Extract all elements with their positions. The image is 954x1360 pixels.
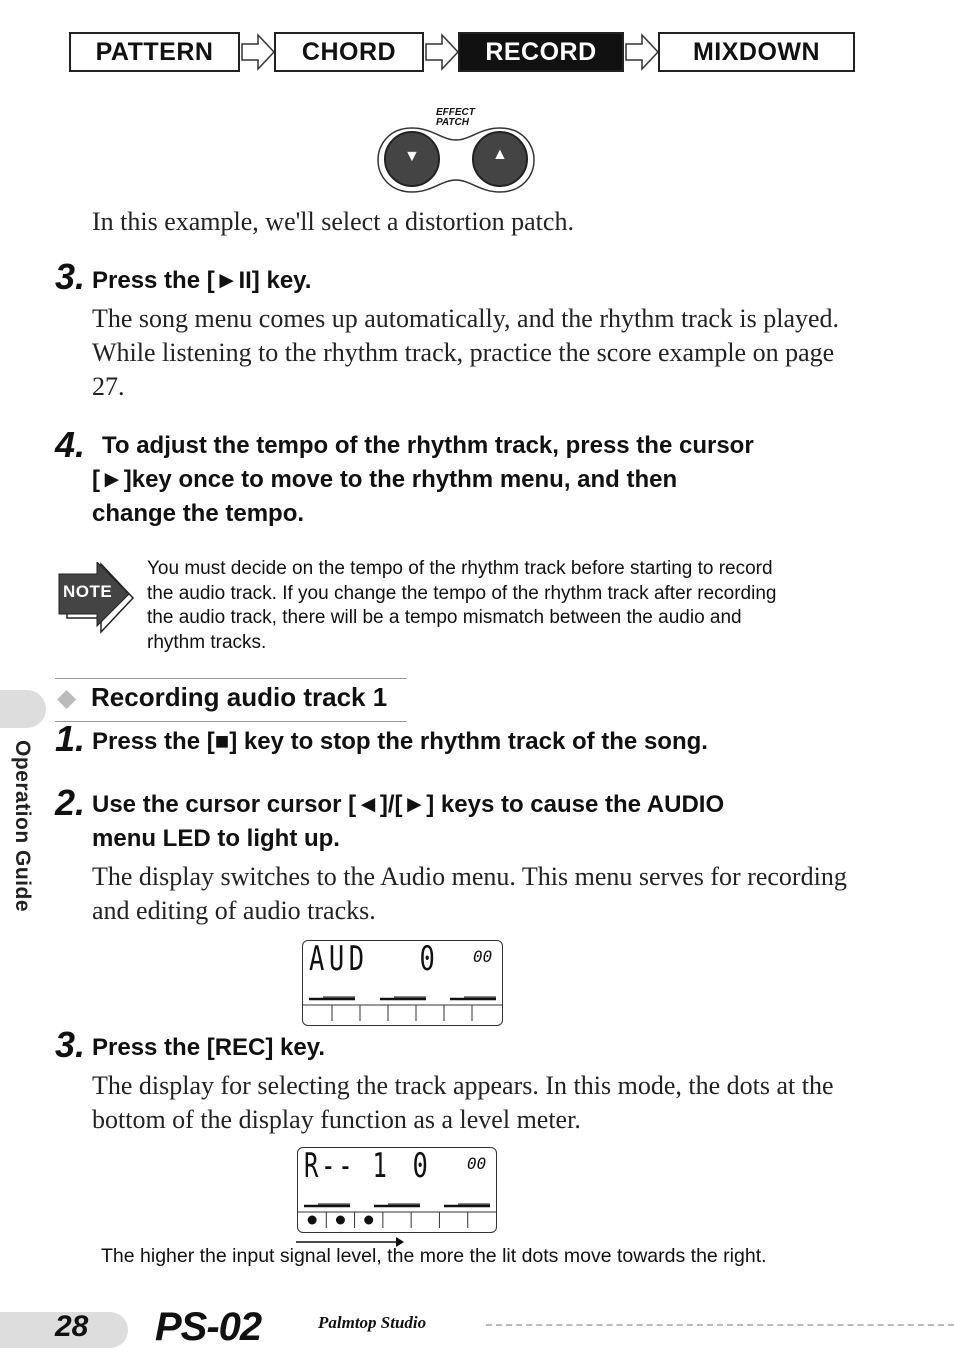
page-number: 28 bbox=[55, 1310, 89, 1343]
lcd-small-digits: 00 bbox=[467, 1154, 487, 1173]
step-number: 1. bbox=[55, 718, 86, 759]
meter-lit-dot bbox=[364, 1216, 373, 1225]
arrow-right-icon bbox=[424, 32, 460, 72]
footer-divider bbox=[486, 1324, 954, 1326]
intro-text: In this example, we'll select a distortion patch. bbox=[92, 207, 574, 236]
side-tab bbox=[0, 690, 46, 728]
lcd-main-text: R-- 1 bbox=[304, 1146, 390, 1186]
section-title: Recording audio track 1 bbox=[91, 682, 388, 712]
workflow-step-pattern: PATTERN bbox=[69, 32, 240, 72]
step-heading: Press the [REC] key. bbox=[92, 1034, 325, 1061]
effect-label-line1: EFFECT bbox=[436, 107, 475, 118]
effect-patch-buttons bbox=[376, 106, 536, 196]
workflow-step-mixdown: MIXDOWN bbox=[658, 32, 855, 72]
brand-subtitle: Palmtop Studio bbox=[318, 1313, 427, 1332]
note-line: the audio track. If you change the tempo of the rhythm track after recording bbox=[147, 582, 777, 604]
step-heading-line: menu LED to light up. bbox=[92, 825, 340, 852]
lcd-level-meter bbox=[298, 1198, 496, 1232]
down-arrow-icon[interactable]: ▼ bbox=[404, 148, 420, 165]
step-heading-line: change the tempo. bbox=[92, 500, 305, 527]
up-arrow-icon[interactable]: ▲ bbox=[492, 146, 508, 163]
step-number: 2. bbox=[55, 782, 86, 823]
note-line: rhythm tracks. bbox=[147, 631, 267, 653]
step-number: 3. bbox=[55, 1024, 86, 1065]
workflow-step-chord: CHORD bbox=[274, 32, 424, 72]
lcd-display-record bbox=[297, 1147, 497, 1233]
step-number: 3. bbox=[55, 256, 86, 297]
lcd-main-text: AUD bbox=[309, 939, 369, 979]
step-heading: Press the [►II] key. bbox=[92, 267, 312, 294]
meter-lit-dot bbox=[336, 1216, 345, 1225]
lcd-meter bbox=[303, 991, 502, 1025]
workflow-step-record: RECORD bbox=[458, 32, 624, 72]
note-badge bbox=[57, 562, 135, 634]
lcd-small-digits: 00 bbox=[473, 947, 493, 966]
note-text bbox=[147, 557, 867, 655]
side-label: Operation Guide bbox=[11, 740, 34, 913]
brand-logo: PS-02 bbox=[155, 1305, 262, 1349]
lcd-value: 0 bbox=[412, 1146, 428, 1186]
lcd-display-audio bbox=[302, 940, 503, 1026]
step-heading-line: [►]key once to move to the rhythm menu, and then bbox=[92, 466, 678, 493]
note-line: the audio track, there will be a tempo mismatch between the audio and bbox=[147, 607, 742, 628]
step-body: The display switches to the Audio menu. This menu serves for recording and editing of audio tracks. bbox=[92, 862, 847, 925]
note-label: NOTE bbox=[63, 582, 113, 601]
lcd-value: 0 bbox=[419, 939, 435, 979]
level-meter-caption: The higher the input signal level, the more the lit dots move towards the right. bbox=[101, 1245, 767, 1267]
arrow-right-icon bbox=[240, 32, 276, 72]
effect-label-line2: PATCH bbox=[436, 117, 469, 128]
step-number: 4. bbox=[55, 424, 86, 465]
step-heading-line: Use the cursor cursor [◄]/[►] keys to cause the AUDIO bbox=[92, 791, 725, 818]
step-body: The song menu comes up automatically, and the rhythm track is played. While listening to the rhythm track, practice the score example on page 27. bbox=[92, 304, 840, 401]
diamond-icon: ◆ bbox=[57, 685, 77, 712]
step-heading: Press the [■] key to stop the rhythm track of the song. bbox=[92, 728, 708, 755]
page-number-tab bbox=[0, 1312, 128, 1348]
meter-lit-dot bbox=[308, 1216, 317, 1225]
arrow-right-icon bbox=[624, 32, 660, 72]
step-body: The display for selecting the track appears. In this mode, the dots at the bottom of the display function as a level meter. bbox=[92, 1071, 834, 1134]
step-heading-line: To adjust the tempo of the rhythm track, press the cursor bbox=[102, 432, 754, 459]
section-heading bbox=[55, 678, 407, 722]
note-line: You must decide on the tempo of the rhythm track before starting to record bbox=[147, 558, 773, 579]
